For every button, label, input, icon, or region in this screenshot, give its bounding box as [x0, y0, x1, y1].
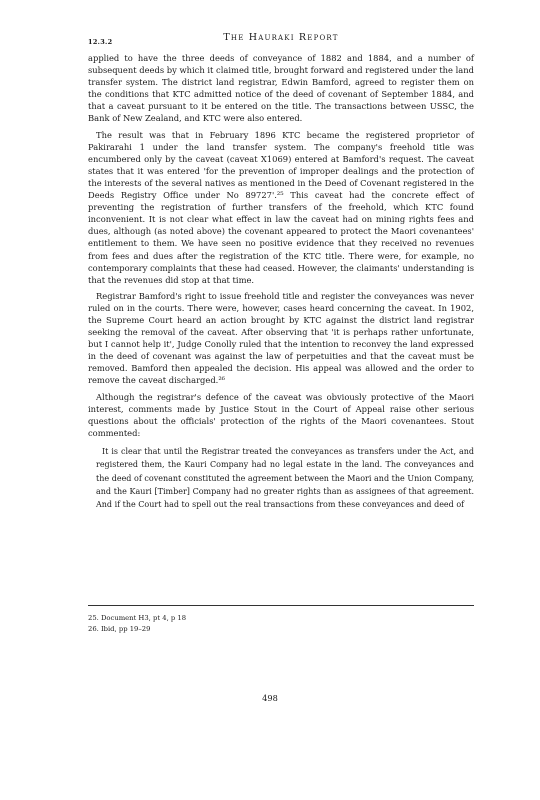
page-header — [88, 30, 474, 46]
paragraph: The result was that in February 1896 KTC became the registered proprietor of Pakirarahi 1 under the land transfer system. The company's freehold title was encumbered only by the caveat (caveat X1069) entered at Bamford's request. The caveat states that it was entered 'for the prevention of improper dealings and the protection of the interests of the several natives as mentioned in the Deed of Covenant registered in the Deeds Registry Office under No 89727'.²⁵ This caveat had the concrete effect of preventing the registration of further transfers of the freehold, which KTC found inconvenient. It is not clear what effect in law the caveat had on mining rights fees and dues, although (as noted above) the covenant appeared to protect the Maori covenantees' entitlement to them. We have seen no positive evidence that they received no revenues from fees and dues after the registration of the KTC title. There were, for example, no contemporary complaints that these had ceased. However, the claimants' understanding is that the revenues did stop at that time. — [88, 129, 474, 285]
running-title: The Hauraki Report — [223, 32, 339, 43]
footnote: 25. Document H3, pt 4, p 18 — [88, 614, 187, 622]
section-number: 12.3.2 — [88, 38, 113, 46]
footnote: 26. Ibid, pp 19–29 — [88, 624, 151, 633]
footnote-divider — [88, 605, 474, 606]
paragraph: applied to have the three deeds of conveyance of 1882 and 1884, and a number of subsequent deeds by which it claimed title, brought forward and registered under the land transfer system. The district land registrar, Edwin Bamford, agreed to register them on the conditions that KTC admitted notice of the deed of covenant of September 1884, and that a caveat pursuant to it be entered on the title. The transactions between USSC, the Bank of New Zealand, and KTC were also entered. — [88, 53, 474, 124]
body-text — [88, 52, 474, 511]
paragraph: Registrar Bamford's right to issue freehold title and register the conveyances was never ruled on in the courts. There were, however, cases heard concerning the caveat. In 1902, the Supreme Court heard an action brought by KTC against the district land registrar seeking the removal of the caveat. After observing that 'it is perhaps rather unfortunate, but I cannot help it', Judge Conolly ruled that the intention to reconvey the land expressed in the deed of covenant was against the law of perpetuities and that the caveat must be removed. Bamford then appealed the decision. His appeal was allowed and the order to remove the caveat discharged.²⁶ — [88, 290, 474, 386]
block-quote — [88, 445, 474, 511]
quote-text: It is clear that until the Registrar treated the conveyances as transfers under the Act, and registered them, the Kauri Company had no legal estate in the land. The conveyances and the deed of covenant constituted the agreement between the Maori and the Union Company, and the Kauri [Timber] Company had no greater rights than as assignees of that agreement. And if the Court had to spell out the real transactions from these conveyances and deed of — [96, 446, 474, 510]
paragraph: Although the registrar's defence of the caveat was obviously protective of the Maori interest, comments made by Justice Stout in the Court of Appeal raise other serious questions about the officials' protection of the rights of the Maori covenantees. Stout commented: — [88, 391, 474, 438]
page-number: 498 — [262, 693, 278, 703]
footnotes — [88, 613, 474, 634]
